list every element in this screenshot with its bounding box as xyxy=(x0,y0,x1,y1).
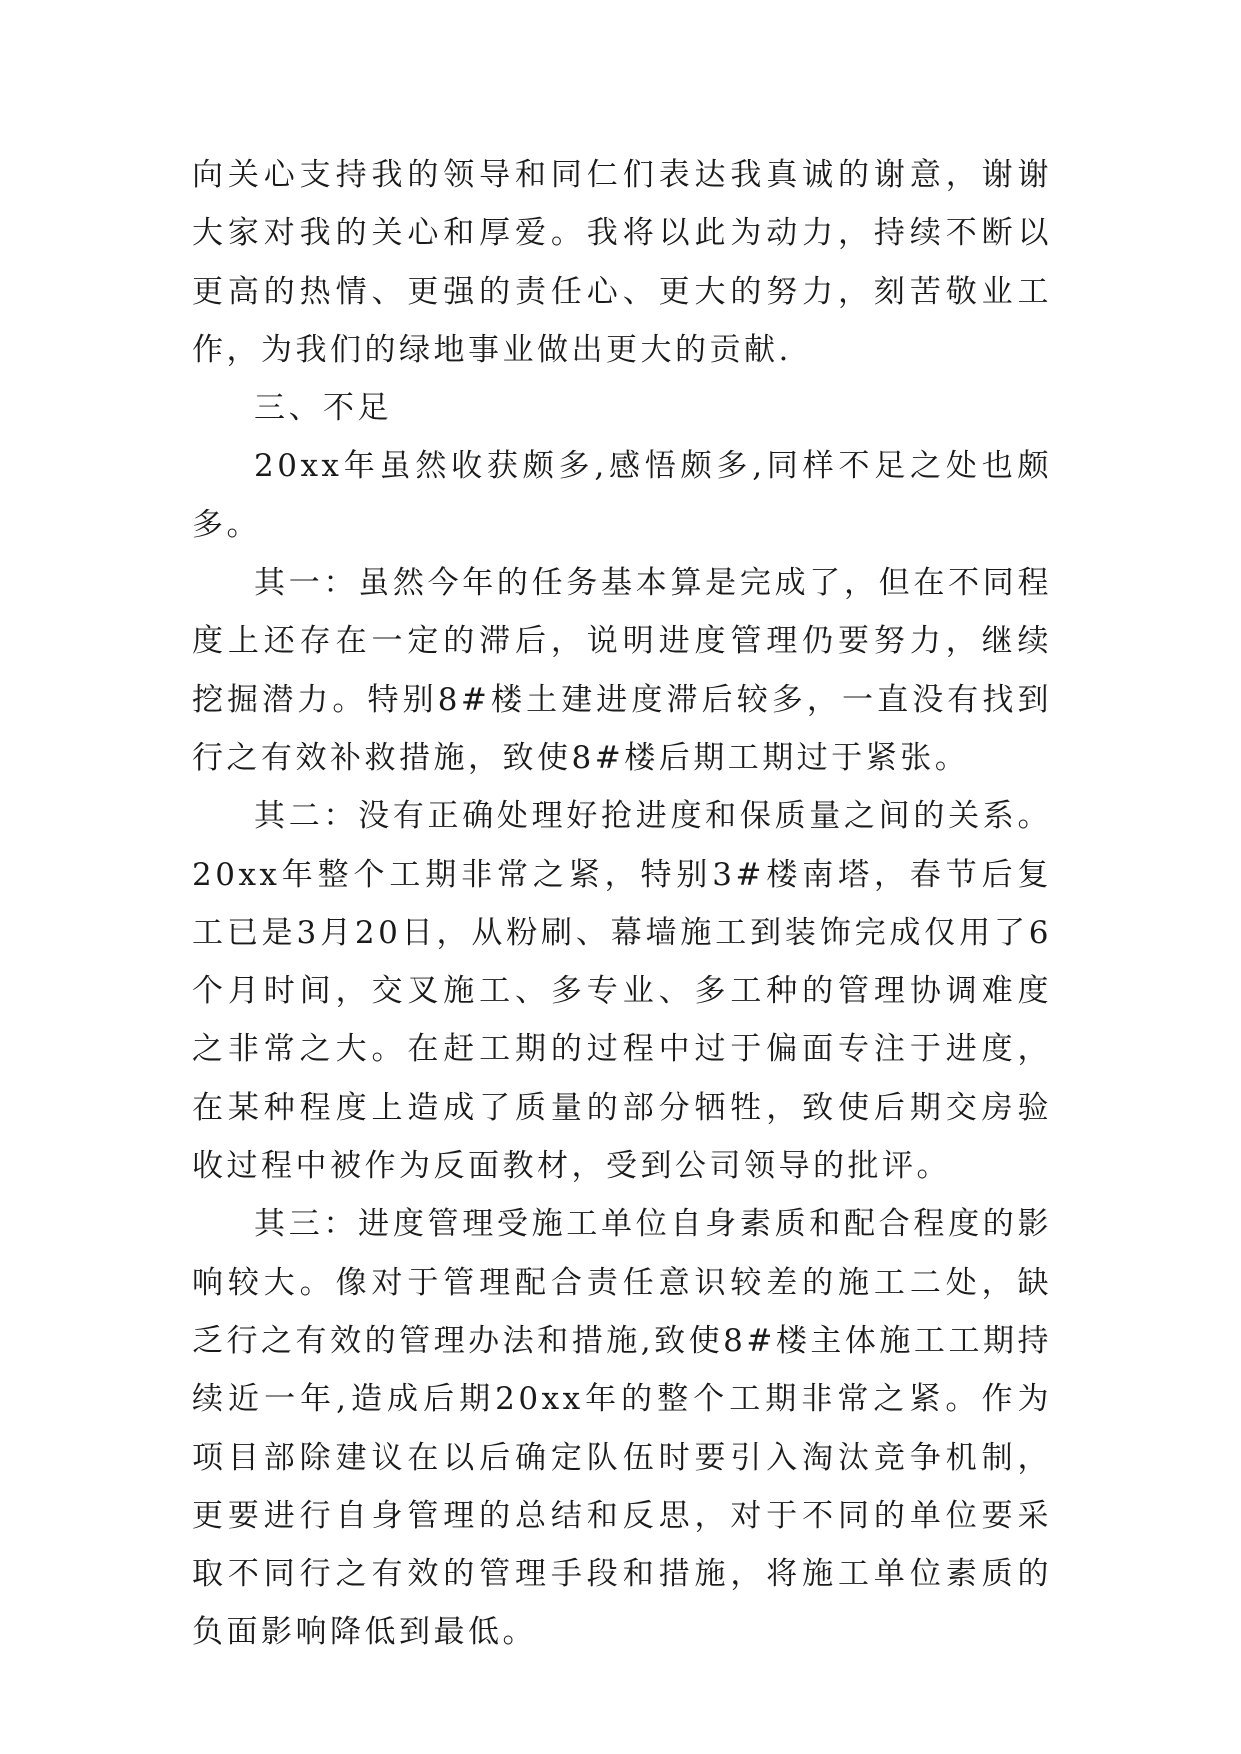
paragraph-point-one: 其一：虽然今年的任务基本算是完成了，但在不同程度上还存在一定的滞后，说明进度管理仍要努力，继续挖掘潜力。特别8#楼土建进度滞后较多，一直没有找到行之有效补救措施，致使8#楼后期工期过于紧张。 xyxy=(192,565,1052,776)
paragraph-thanks: 向关心支持我的领导和同仁们表达我真诚的谢意，谢谢大家对我的关心和厚爱。我将以此为动力，持续不断以更高的热情、更强的责任心、更大的努力，刻苦敬业工作，为我们的绿地事业做出更大的贡献. xyxy=(192,157,1052,368)
paragraph-point-two: 其二：没有正确处理好抢进度和保质量之间的关系。20xx年整个工期非常之紧，特别3#楼南塔，春节后复工已是3月20日，从粉刷、幕墙施工到装饰完成仅用了6个月时间，交叉施工、多专业、多工种的管理协调难度之非常之大。在赶工期的过程中过于偏面专注于进度，在某种程度上造成了质量的部分牺牲，致使后期交房验收过程中被作为反面教材，受到公司领导的批评。 xyxy=(192,798,1052,1185)
paragraph-summary: 20xx年虽然收获颇多,感悟颇多,同样不足之处也颇多。 xyxy=(192,448,1052,543)
paragraph-point-three: 其三：进度管理受施工单位自身素质和配合程度的影响较大。像对于管理配合责任意识较差的施工二处，缺乏行之有效的管理办法和措施,致使8#楼主体施工工期持续近一年,造成后期20xx年的整个工期非常之紧。作为项目部除建议在以后确定队伍时要引入淘汰竞争机制，更要进行自身管理的总结和反思，对于不同的单位要采取不同行之有效的管理手段和措施，将施工单位素质的负面影响降低到最低。 xyxy=(192,1206,1052,1651)
section-heading-shortcomings: 三、不足 xyxy=(254,390,392,427)
document-body xyxy=(192,146,1052,1662)
